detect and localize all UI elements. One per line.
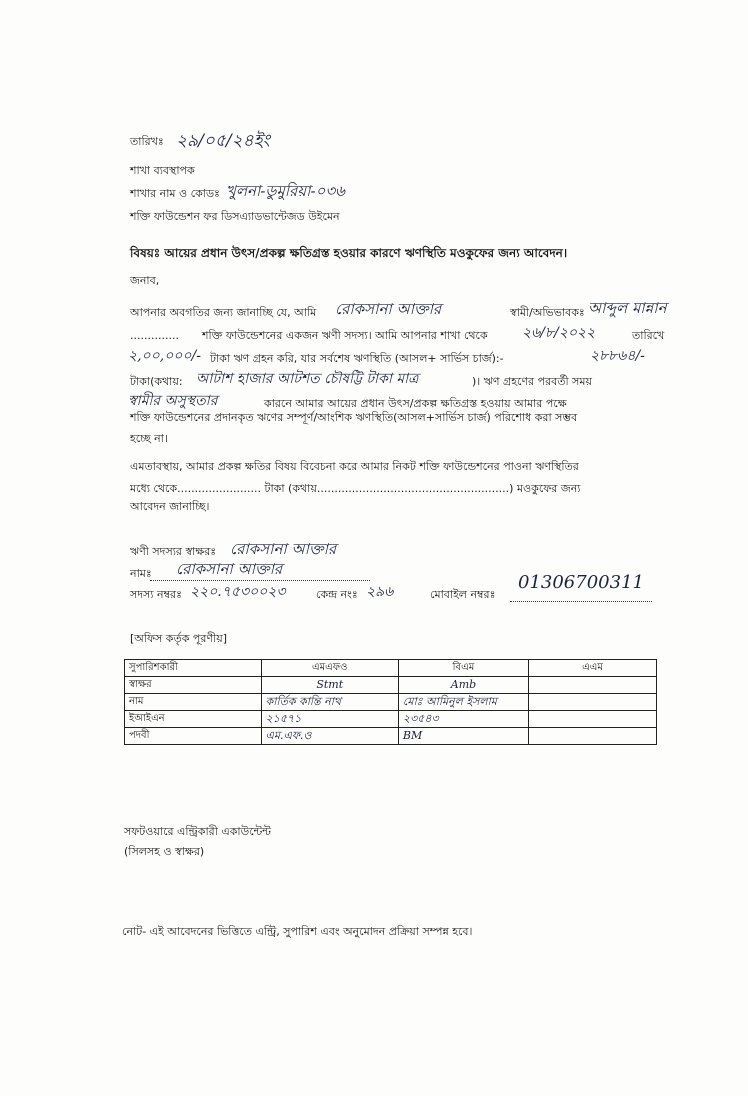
bm-ein-cell: ২৩৫৪৩ xyxy=(398,711,528,728)
bm-name-cell: মোঃ আমিনুল ইসলাম xyxy=(398,694,528,711)
branch-label: শাখার নাম ও কোডঃ xyxy=(130,187,220,200)
para1-text-g: )। ঋণ গ্রহণের পরবর্তী সময় xyxy=(472,375,592,388)
para1-text-h: কারনে আমার আয়ের প্রধান উৎস/প্রকল্প ক্ষতিগ্রস্ত হওয়ায় আমার পক্ষে xyxy=(264,397,567,410)
bm-signature-cell: Amb xyxy=(398,677,528,694)
loan-date-handwritten: ২৬/৮/২০২২ xyxy=(522,325,596,341)
member-signature-handwritten: রোকসানা আক্তার xyxy=(230,540,337,558)
member-number-handwritten: ২২০.৭৫৩০০২৩ xyxy=(190,584,286,600)
center-number-handwritten: ২৯৬ xyxy=(366,584,394,600)
para1-text-j: হচ্ছে না। xyxy=(130,432,168,445)
mobile-label: মোবাইল নম্বরঃ xyxy=(430,588,496,601)
mfo-signature-cell: Stmt xyxy=(261,677,398,694)
para1-text-d: তারিখে xyxy=(632,329,665,342)
bm-designation-cell: BM xyxy=(398,728,528,745)
am-ein-cell xyxy=(529,711,657,728)
para1-text-e: টাকা ঋণ গ্রহন করি, যার সর্বশেষ ঋণস্থিতি (আসল+ সার্ভিস চার্জ):- xyxy=(210,352,504,365)
member-name-label: নামঃ xyxy=(130,567,152,580)
accountant-seal-line: (সিলসহ ও স্বাক্ষর) xyxy=(124,845,205,858)
applicant-name-handwritten: রোকসানা আক্তার xyxy=(335,300,442,318)
salutation: জনাব, xyxy=(130,274,160,287)
mobile-number-handwritten: 01306700311 xyxy=(518,572,644,593)
table-header-row xyxy=(125,660,657,677)
branch-manager-line: শাখা ব্যবস্থাপক xyxy=(130,164,195,177)
para1-text-c: শক্তি ফাউন্ডেশনের একজন ঋণী সদস্য। আমি আপনার শাখা থেকে xyxy=(202,329,488,342)
para2-text-c: আবেদন জানাচ্ছি। xyxy=(130,500,210,513)
footer-note: নোট- এই আবেদনের ভিত্তিতে এন্ট্রি, সুপারিশ এবং অনুমোদন প্রক্রিয়া সম্পন্ন হবে। xyxy=(122,925,473,938)
accountant-line: সফটওয়ারে এন্ট্রিকারী একাউন্টেন্ট xyxy=(124,825,271,838)
table-row xyxy=(125,677,657,694)
table-header-cell: এমএফও xyxy=(261,660,398,677)
office-recommendation-table xyxy=(124,659,657,745)
reason-handwritten: স্বামীর অসুস্থতার xyxy=(128,393,218,409)
table-header-cell: বিএম xyxy=(398,660,528,677)
organization-line: শক্তি ফাউন্ডেশন ফর ডিসএ্যাডভান্টেজড উইমেন xyxy=(130,210,340,223)
mfo-designation-cell: এম.এফ.ও xyxy=(261,728,398,745)
member-number-label: সদস্য নম্বরঃ xyxy=(130,588,182,601)
am-designation-cell xyxy=(529,728,657,745)
am-name-cell xyxy=(529,694,657,711)
center-number-label: কেন্দ্র নংঃ xyxy=(316,588,358,601)
para1-text-f: টাকা(কথায়: xyxy=(130,375,183,388)
am-signature-cell xyxy=(529,677,657,694)
para1-text-a: আপনার অবগতির জন্য জানাচ্ছি যে, আমি xyxy=(130,306,317,319)
table-row-label: নাম xyxy=(125,694,262,711)
date-value: ২৯/০৫/২৪ইং xyxy=(176,131,270,151)
office-heading: [অফিস কর্তৃক পূরণীয়] xyxy=(130,632,227,645)
table-row xyxy=(125,711,657,728)
branch-value: খুলনা-ডুমুরিয়া-০৩৬ xyxy=(226,182,345,200)
mfo-name-cell: কার্তিক কান্তি নাথ xyxy=(261,694,398,711)
guardian-name-handwritten: আব্দুল মান্নান xyxy=(588,299,667,317)
subject-line: বিষয়ঃ আয়ের প্রধান উৎস/প্রকল্প ক্ষতিগ্রস্ত হওয়ার কারণে ঋণস্থিতি মওকুফের জন্য আবেদন। xyxy=(130,246,568,260)
para1-text-c-dots: .............. xyxy=(130,329,179,342)
para1-text-b: স্বামী/অভিভাবকঃ xyxy=(510,306,585,319)
table-row-label: স্বাক্ষর xyxy=(125,677,262,694)
mfo-ein-cell: ২১৫৭১ xyxy=(261,711,398,728)
table-row-label: ইআইএন xyxy=(125,711,262,728)
table-header-cell: এএম xyxy=(529,660,657,677)
para1-text-i: শক্তি ফাউন্ডেশনের প্রদানকৃত ঋণের সম্পূর্ণ/আংশিক ঋণস্থিতি(আসল+সার্ভিস চার্জ) পরিশোধ করা সম্ভব xyxy=(130,411,578,424)
member-sign-label: ঋণী সদস্যর স্বাক্ষরঃ xyxy=(130,545,217,558)
para2-text-b: মধ্যে থেকে........................ টাকা (কথায়.......................................................) মওকুফের জন্য xyxy=(130,482,581,495)
date-label: তারিখঃ xyxy=(130,135,164,148)
table-row xyxy=(125,728,657,745)
table-row-label: পদবী xyxy=(125,728,262,745)
loan-amount-handwritten: ২,০০,০০০/- xyxy=(128,348,201,364)
balance-handwritten: ২৮৮৬৪/- xyxy=(590,348,645,364)
table-row xyxy=(125,694,657,711)
member-name-handwritten: রোকসানা আক্তার xyxy=(176,560,283,578)
balance-words-handwritten: আটাশ হাজার আটশত চৌষট্টি টাকা মাত্র xyxy=(196,371,419,387)
para2-text-a: এমতাবস্থায়, আমার প্রকল্প ক্ষতির বিষয় বিবেচনা করে আমার নিকট শক্তি ফাউন্ডেশনের পাওনা ঋণস্থিতির xyxy=(130,460,579,473)
table-header-cell: সুপারিশকারী xyxy=(125,660,262,677)
